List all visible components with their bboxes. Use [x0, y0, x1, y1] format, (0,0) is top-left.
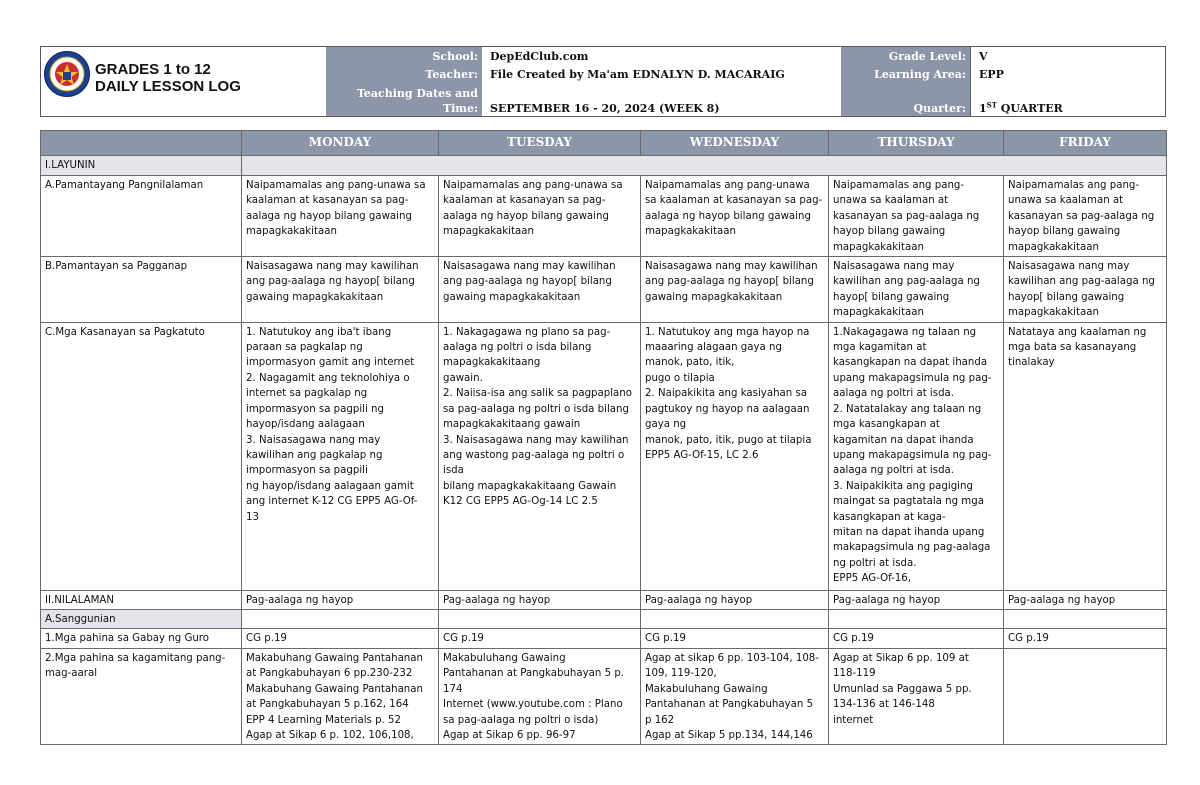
sanggunian-blank	[829, 610, 1004, 629]
nilalaman-label: II.NILALAMAN	[41, 590, 242, 609]
title-line-2: DAILY LESSON LOG	[95, 78, 241, 95]
row-pangnilalaman	[41, 176, 1167, 257]
cell-line: Naipamamalas ang pang-unawa sa	[443, 180, 623, 191]
school-label: School:	[326, 47, 482, 66]
cell-line: aalaga ng poltri o isda bilang	[443, 342, 592, 354]
cell-line: kawilihan ang pagkalap ng	[246, 449, 383, 461]
cell-line: impormasyon sa pagpili ng	[246, 403, 384, 415]
cell-line: hayop/isdang aalagaan	[246, 419, 365, 431]
day-header-tuesday: TUESDAY	[439, 131, 641, 156]
pangnilalaman-cell	[242, 176, 439, 257]
cell-line: kawilihan ang pag-aalaga ng	[1008, 276, 1155, 288]
cell-line: Agap at Sikap 6 pp. 96-97	[443, 729, 576, 741]
cell-line: mapagkakakitaan	[833, 241, 924, 253]
row-kagamitan	[41, 648, 1167, 744]
cell-line: Naipamamalas ang pang-unawa sa	[246, 180, 426, 191]
pagganap-cell	[242, 257, 439, 323]
cell-line: kasangkapan at kaga-	[833, 511, 946, 523]
gabay-cell: CG p.19	[1004, 629, 1167, 648]
nilalaman-cell: Pag-aalaga ng hayop	[641, 590, 829, 609]
cell-line: gaya ng	[645, 419, 687, 431]
header-brand	[41, 47, 326, 116]
pagganap-cell	[1004, 257, 1167, 323]
teaching-dates-label-line1: Teaching Dates and	[356, 87, 478, 100]
cell-line: kasanayan sa pag-aalaga ng	[1008, 210, 1155, 222]
cell-line: gawaing mapagkakakitaan	[645, 291, 783, 303]
kasanayan-cell	[1004, 322, 1167, 590]
cell-line: mapagkakakitaan	[645, 226, 736, 238]
cell-line: gawaing mapagkakakitaan	[246, 291, 384, 303]
row-pagganap	[41, 257, 1167, 323]
cell-line: Agap at Sikap 5 pp.134, 144,146	[645, 729, 813, 741]
cell-line: sa pag-aalaga ng poltri o isda)	[443, 714, 599, 726]
kagamitan-cell	[242, 648, 439, 744]
cell-line: mga kagamitan at	[833, 342, 927, 354]
school-value: DepEdClub.com	[482, 47, 841, 66]
cell-line: 1. Nakagagawa ng plano sa pag-	[443, 326, 611, 338]
cell-line: 2. Naipakikita ang kasiyahan sa	[645, 388, 808, 400]
cell-line: at Pangkabuhayan 6 pp.230-232	[246, 668, 413, 680]
cell-line: unawa sa kaalaman at	[833, 195, 949, 207]
header-box	[40, 46, 1166, 117]
cell-line: kasanayan sa pag-aalaga ng	[833, 210, 980, 222]
gabay-cell: CG p.19	[829, 629, 1004, 648]
cell-line: hayop[ bilang gawaing	[833, 291, 950, 303]
quarter-label: Quarter:	[841, 84, 970, 116]
cell-line: Naisasagawa nang may	[1008, 261, 1130, 273]
sanggunian-blank	[439, 610, 641, 629]
cell-line: Agap at Sikap 6 p. 102, 106,108,	[246, 729, 414, 741]
row-nilalaman	[41, 590, 1167, 609]
kagamitan-cell	[1004, 648, 1167, 744]
sanggunian-blank	[641, 610, 829, 629]
cell-line: Pantahanan at Pangkabuhayan 5	[645, 699, 814, 711]
gabay-cell: CG p.19	[242, 629, 439, 648]
header-title	[95, 61, 241, 95]
cell-line: 1. Natutukoy ang iba't ibang	[246, 326, 392, 338]
pagganap-cell	[439, 257, 641, 323]
cell-line: aalaga ng hayop bilang gawaing	[246, 210, 412, 222]
cell-line: gawaing mapagkakakitaan	[443, 291, 581, 303]
day-header-friday: FRIDAY	[1004, 131, 1167, 156]
cell-line: kawilihan ang pag-aalaga ng	[833, 276, 980, 288]
teaching-dates-label-line2: Time:	[442, 102, 478, 115]
cell-line: ang wastong pag-aalaga ng poltri o	[443, 449, 625, 461]
pagganap-cell	[641, 257, 829, 323]
deped-seal-icon	[43, 50, 91, 98]
cell-line: K12 CG EPP5 AG-Og-14 LC 2.5	[443, 496, 598, 508]
cell-line: Agap at sikap 6 pp. 103-104, 108-	[645, 652, 819, 664]
cell-line: Pantahanan at Pangkabuhayan 5 p.	[443, 668, 625, 680]
cell-line: Naisasagawa nang may	[833, 261, 955, 273]
cell-line: hayop bilang gawaing	[833, 226, 946, 238]
cell-line: 3. Naisasagawa nang may	[246, 434, 381, 446]
cell-line: EPP5 AG-Of-15, LC 2.6	[645, 449, 759, 461]
cell-line: bilang mapagkakakitaang Gawain	[443, 480, 617, 492]
cell-line: isda	[443, 465, 464, 477]
cell-line: EPP 4 Learning Materials p. 52	[246, 714, 401, 726]
cell-line: paraan sa pagkalap ng	[246, 342, 363, 354]
cell-line: 2. Nagagamit ang teknolohiya o	[246, 372, 410, 384]
pagganap-label: B.Pamantayan sa Pagganap	[41, 257, 242, 323]
cell-line: 109, 119-120,	[645, 668, 717, 680]
cell-line: Makabuluhang Gawaing	[645, 683, 768, 695]
cell-line: Makabuluhang Gawaing	[443, 652, 566, 664]
cell-line: 1. Natutukoy ang mga hayop na	[645, 326, 810, 338]
day-header-row	[41, 131, 1167, 156]
gabay-cell: CG p.19	[641, 629, 829, 648]
grade-level-label: Grade Level:	[841, 47, 970, 66]
cell-line: tinalakay	[1008, 357, 1055, 369]
teacher-label: Teacher:	[326, 66, 482, 84]
cell-line: ng poltri at isda.	[833, 557, 917, 569]
cell-line: Naipamamalas ang pang-	[1008, 180, 1140, 191]
cell-line: kagamitan na dapat ihanda	[833, 434, 974, 446]
cell-line: Natataya ang kaalaman ng	[1008, 326, 1147, 338]
cell-line: gawain.	[443, 372, 483, 384]
cell-line: aalaga ng poltri at isda.	[833, 465, 955, 477]
quarter-word: QUARTER	[996, 102, 1063, 115]
cell-line: Naipamamalas ang pang-	[833, 180, 965, 191]
kagamitan-label	[41, 648, 242, 744]
kagamitan-cell	[641, 648, 829, 744]
cell-line: 2. Naiisa-isa ang salik sa pagpaplano	[443, 388, 632, 400]
row-kasanayan	[41, 322, 1167, 590]
cell-line: 3. Naipakikita ang pagiging	[833, 480, 973, 492]
nilalaman-cell: Pag-aalaga ng hayop	[829, 590, 1004, 609]
cell-line: mapagkakakitaan	[246, 226, 337, 238]
cell-line: mapagkakakitaang	[443, 357, 541, 369]
teaching-dates-label	[326, 84, 482, 116]
cell-line: makapagsimula ng pag-aalaga	[833, 542, 991, 554]
kagamitan-label-line2: mag-aaral	[45, 668, 98, 680]
grade-level-value: V	[970, 47, 1165, 66]
day-header-monday: MONDAY	[242, 131, 439, 156]
cell-line: Naipamamalas ang pang-unawa	[645, 180, 810, 191]
quarter-number: 1	[979, 102, 987, 115]
row-sanggunian	[41, 610, 1167, 629]
nilalaman-cell: Pag-aalaga ng hayop	[1004, 590, 1167, 609]
cell-line: 1.Nakagagawa ng talaan ng	[833, 326, 977, 338]
lesson-log-table	[40, 130, 1167, 745]
cell-line: Agap at Sikap 6 pp. 109 at	[833, 652, 969, 664]
cell-line: mapagkakakitaan	[1008, 307, 1099, 319]
nilalaman-cell: Pag-aalaga ng hayop	[242, 590, 439, 609]
kagamitan-cell	[439, 648, 641, 744]
cell-line: Makabuhang Gawaing Pantahanan	[246, 683, 423, 695]
gabay-label: 1.Mga pahina sa Gabay ng Guro	[41, 629, 242, 648]
cell-line: pagtukoy ng hayop na aalagaan	[645, 403, 810, 415]
learning-area-value: EPP	[970, 66, 1165, 84]
cell-line: 134-136 at 146-148	[833, 699, 935, 711]
cell-line: mga kasangkapan at	[833, 419, 940, 431]
kasanayan-cell	[641, 322, 829, 590]
cell-line: manok, pato, itik, pugo at tilapia	[645, 434, 812, 446]
cell-line: maingat sa pagtatala ng mga	[833, 496, 984, 508]
day-header-thursday: THURSDAY	[829, 131, 1004, 156]
cell-line: aalaga ng hayop bilang gawaing	[443, 210, 609, 222]
cell-line: manok, pato, itik,	[645, 357, 735, 369]
gabay-cell: CG p.19	[439, 629, 641, 648]
cell-line: at Pangkabuhayan 5 p.162, 164	[246, 699, 409, 711]
cell-line: sa pag-aalaga ng poltri o isda bilang	[443, 403, 629, 415]
sanggunian-blank	[242, 610, 439, 629]
cell-line: mga bata sa kasanayang	[1008, 342, 1137, 354]
layunin-label: I.LAYUNIN	[41, 156, 242, 176]
pangnilalaman-label: A.Pamantayang Pangnilalaman	[41, 176, 242, 257]
quarter-ordinal: ST	[986, 100, 997, 110]
cell-line: Naisasagawa nang may kawilihan	[246, 261, 419, 273]
pangnilalaman-cell	[1004, 176, 1167, 257]
teacher-value: File Created by Ma'am EDNALYN D. MACARAIG	[482, 66, 841, 84]
cell-line: ang pag-aalaga ng hayop[ bilang	[443, 276, 612, 288]
cell-line: unawa sa kaalaman at	[1008, 195, 1124, 207]
cell-line: upang makapagsimula ng pag-	[833, 449, 992, 461]
cell-line: Umunlad sa Paggawa 5 pp.	[833, 683, 972, 695]
day-header-wednesday: WEDNESDAY	[641, 131, 829, 156]
pangnilalaman-cell	[641, 176, 829, 257]
cell-line: upang makapagsimula ng pag-	[833, 372, 992, 384]
cell-line: impormasyon gamit ang internet	[246, 357, 415, 369]
cell-line: p 162	[645, 714, 675, 726]
cell-line: ang pag-aalaga ng hayop[ bilang	[246, 276, 415, 288]
cell-line: kaalaman at kasanayan sa pag-	[246, 195, 409, 207]
cell-line: aalaga ng hayop bilang gawaing	[645, 210, 811, 222]
corner-cell	[41, 131, 242, 156]
cell-line: 174	[443, 683, 463, 695]
cell-line: mitan na dapat ihanda upang	[833, 526, 985, 538]
nilalaman-cell: Pag-aalaga ng hayop	[439, 590, 641, 609]
cell-line: 2. Natatalakay ang talaan ng	[833, 403, 982, 415]
cell-line: EPP5 AG-Of-16,	[833, 573, 912, 585]
cell-line: sa kaalaman at kasanayan sa pag-	[645, 195, 823, 207]
row-gabay	[41, 629, 1167, 648]
cell-line: Naisasagawa nang may kawilihan	[645, 261, 818, 273]
quarter-value	[970, 84, 1165, 116]
cell-line: impormasyon sa pagpili	[246, 465, 368, 477]
cell-line: Internet (www.youtube.com : Plano	[443, 699, 623, 711]
cell-line: internet	[833, 714, 874, 726]
cell-line: hayop[ bilang gawaing	[1008, 291, 1125, 303]
cell-line: aalaga ng poltri at isda.	[833, 388, 955, 400]
cell-line: ang internet K-12 CG EPP5 AG-Of-	[246, 496, 418, 508]
layunin-blank	[242, 156, 1167, 176]
cell-line: mapagkakakitaan	[1008, 241, 1099, 253]
cell-line: mapagkakakitaang gawain	[443, 419, 581, 431]
cell-line: 3. Naisasagawa nang may kawilihan	[443, 434, 629, 446]
kasanayan-label: C.Mga Kasanayan sa Pagkatuto	[41, 322, 242, 590]
cell-line: 118-119	[833, 668, 876, 680]
cell-line: ng hayop/isdang aalagaan gamit	[246, 480, 414, 492]
pagganap-cell	[829, 257, 1004, 323]
cell-line: kasangkapan na dapat ihanda	[833, 357, 988, 369]
cell-line: pugo o tilapia	[645, 372, 715, 384]
pangnilalaman-cell	[439, 176, 641, 257]
learning-area-label: Learning Area:	[841, 66, 970, 84]
teaching-dates-value: SEPTEMBER 16 - 20, 2024 (WEEK 8)	[482, 84, 841, 116]
cell-line: hayop bilang gawaing	[1008, 226, 1121, 238]
cell-line: ang pag-aalaga ng hayop[ bilang	[645, 276, 814, 288]
cell-line: 13	[246, 511, 259, 523]
cell-line: mapagkakakitaan	[833, 307, 924, 319]
cell-line: Makabuhang Gawaing Pantahanan	[246, 652, 423, 664]
cell-line: Naisasagawa nang may kawilihan	[443, 261, 616, 273]
row-layunin	[41, 156, 1167, 176]
cell-line: maaaring alagaan gaya ng	[645, 342, 782, 354]
kagamitan-cell	[829, 648, 1004, 744]
cell-line: kaalaman at kasanayan sa pag-	[443, 195, 606, 207]
kasanayan-cell	[829, 322, 1004, 590]
pangnilalaman-cell	[829, 176, 1004, 257]
sanggunian-blank	[1004, 610, 1167, 629]
kasanayan-cell	[439, 322, 641, 590]
title-line-1: GRADES 1 to 12	[95, 61, 211, 78]
sanggunian-label: A.Sanggunian	[41, 610, 242, 629]
kagamitan-label-line1: 2.Mga pahina sa kagamitang pang-	[45, 652, 226, 664]
cell-line: internet sa pagkalap ng	[246, 388, 368, 400]
kasanayan-cell	[242, 322, 439, 590]
cell-line: mapagkakakitaan	[443, 226, 534, 238]
